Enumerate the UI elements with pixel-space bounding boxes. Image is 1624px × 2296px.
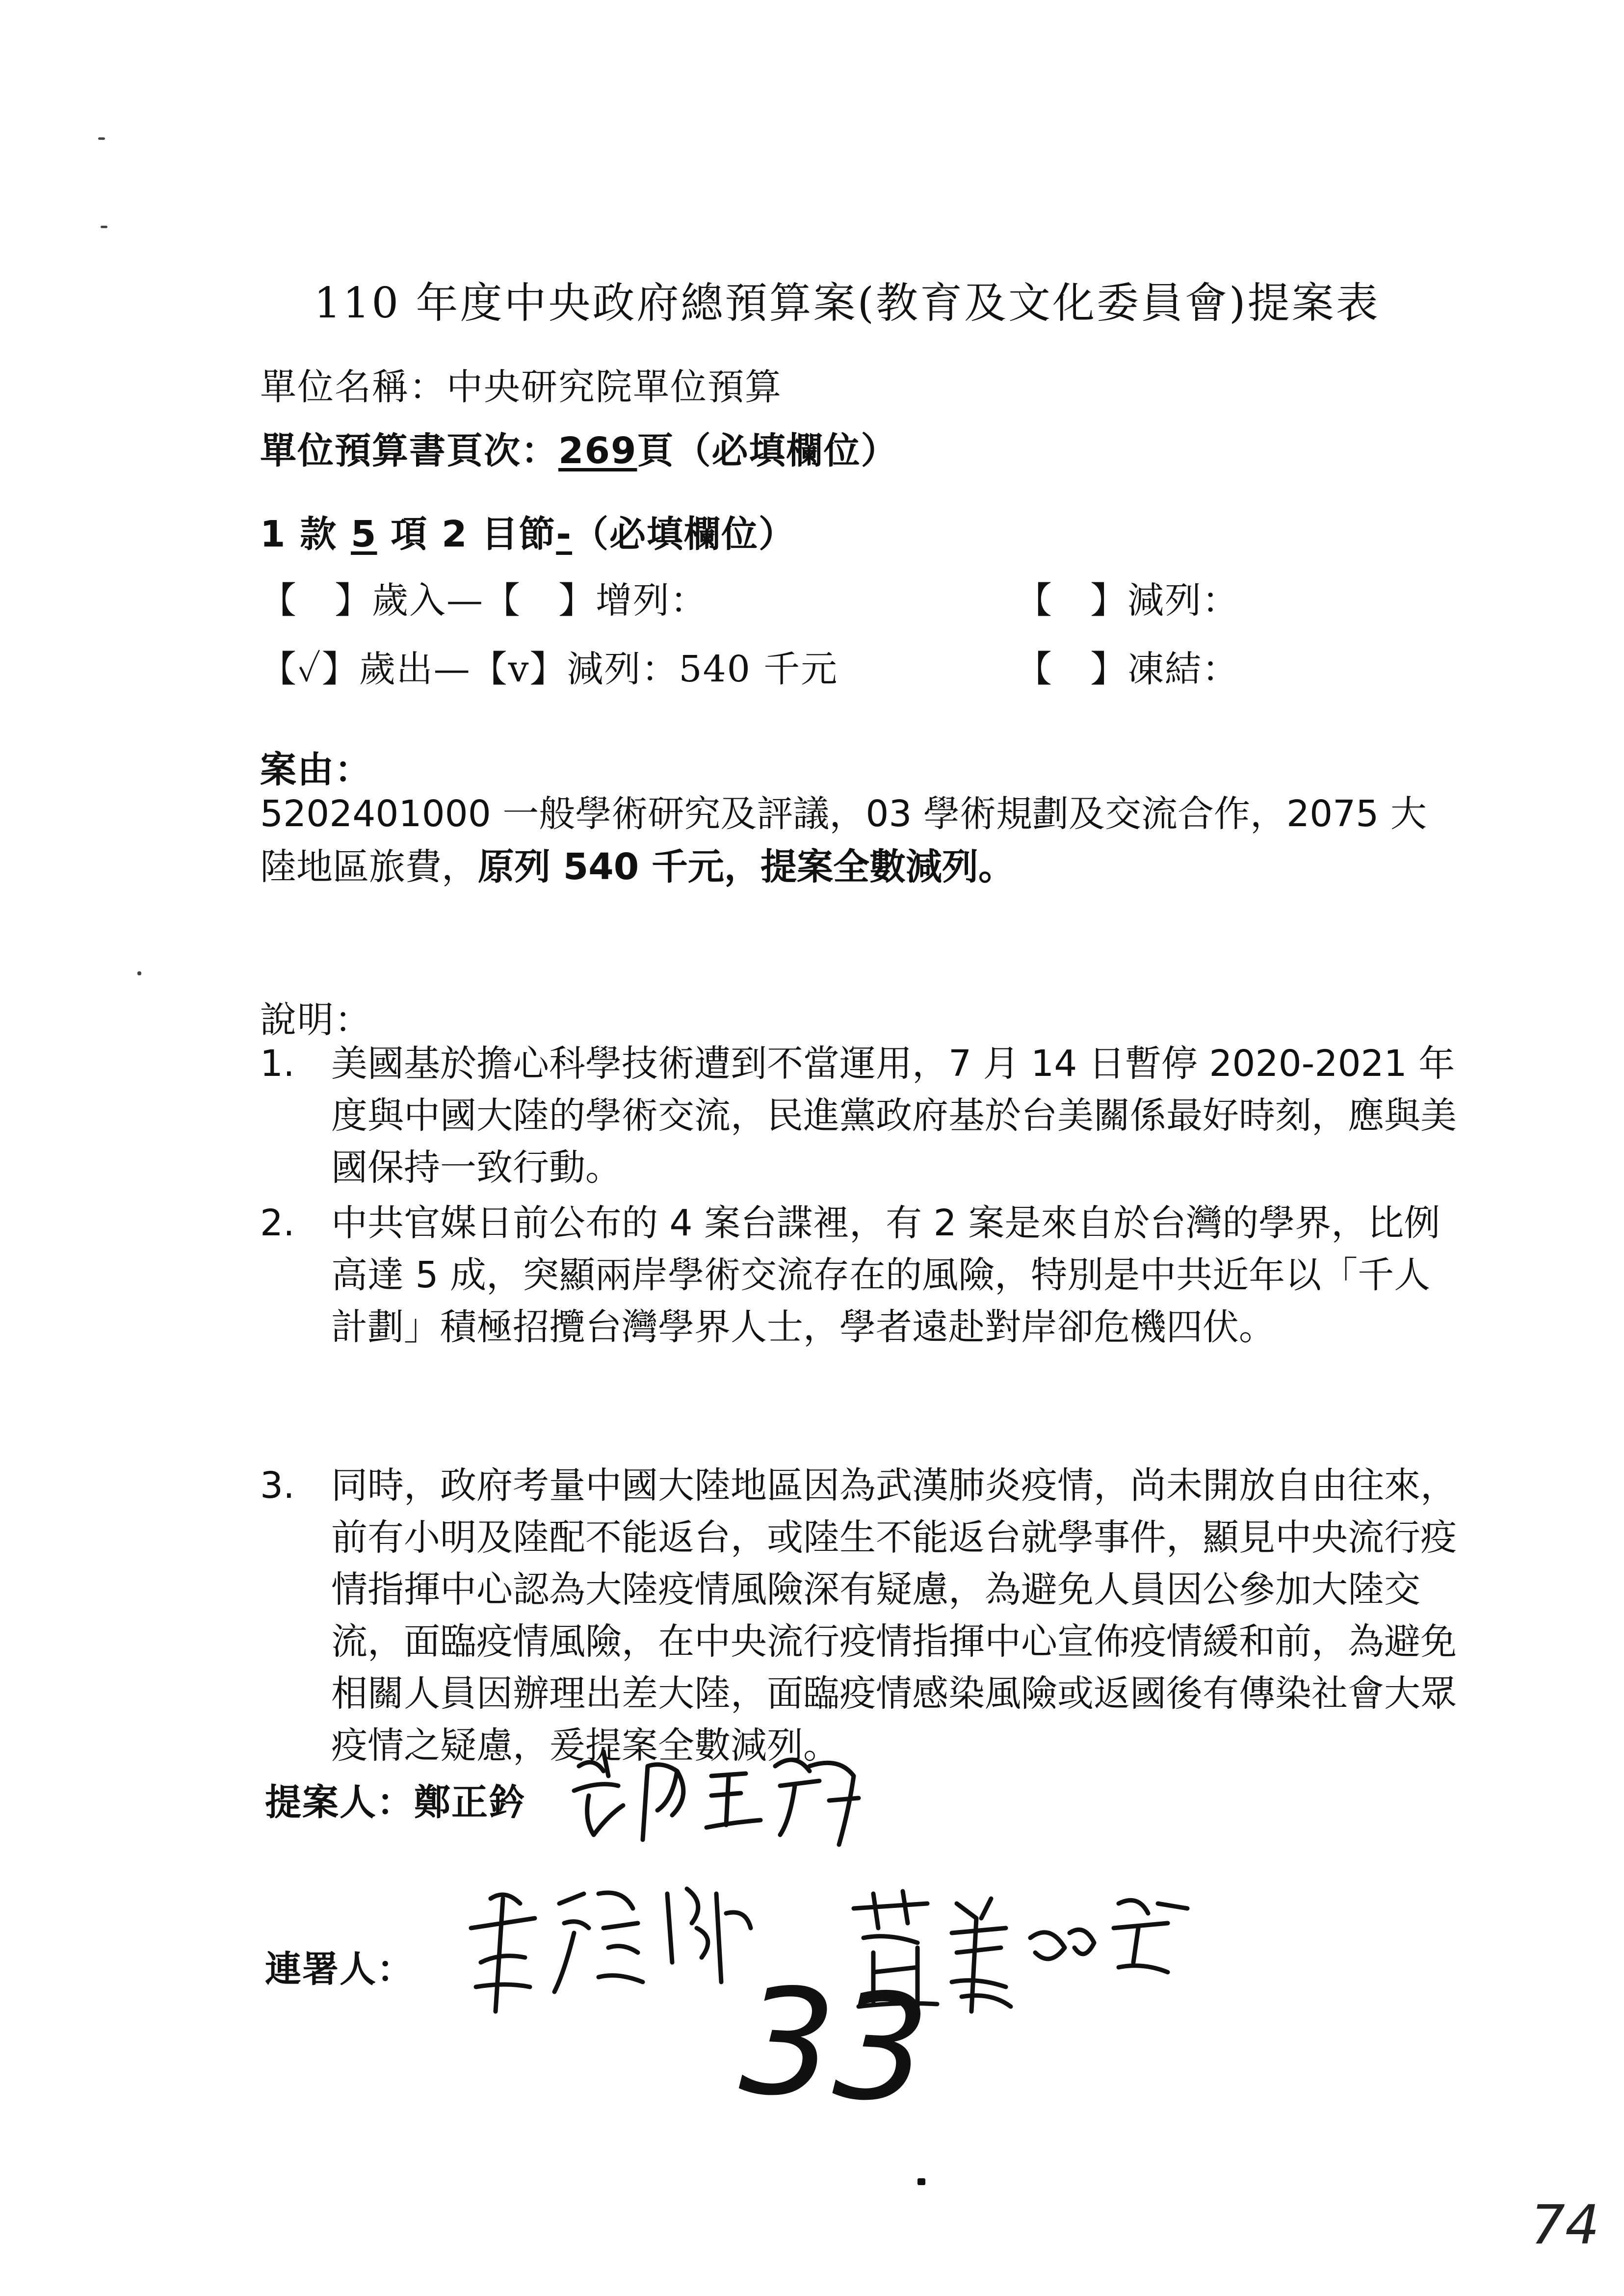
section-xiang: 5	[351, 513, 377, 555]
proposer-label: 提案人：	[265, 1781, 414, 1824]
proposer-row	[265, 1774, 526, 1826]
option-revenue: 【 】歲入—【 】增列：	[260, 579, 707, 622]
budget-page-row	[260, 422, 898, 474]
reason-text	[260, 787, 1447, 893]
scan-speck	[101, 226, 107, 228]
section-mu: 2	[442, 513, 468, 555]
cosigners-label: 連署人：	[265, 1948, 414, 1990]
scan-speck	[137, 971, 141, 975]
unit-name-label: 單位名稱：	[260, 366, 446, 408]
reason-line-2	[260, 840, 1447, 893]
scan-speck	[98, 137, 105, 140]
budget-section-row	[260, 505, 796, 557]
explanation-item-number: 2.	[260, 1202, 295, 1244]
proposer-signature	[564, 1737, 908, 1864]
explanation-item-number: 3.	[260, 1464, 295, 1507]
budget-page-suffix: 頁（必填欄位）	[637, 430, 898, 472]
explanation-item-text: 美國基於擔心科學技術遭到不當運用，7 月 14 日暫停 2020-2021 年度與中國大陸的學術交流，民進黨政府基於台美關係最好時刻，應與美國保持一致行動。	[331, 1043, 1457, 1189]
handwritten-number: 33	[736, 1955, 933, 2136]
reason-line-1: 5202401000 一般學術研究及評議，03 學術規劃及交流合作，2075 大	[260, 793, 1427, 835]
section-kuan-label: 款	[300, 513, 338, 555]
explanation-item-number: 1.	[260, 1043, 295, 1085]
unit-name-value: 中央研究院單位預算	[446, 366, 782, 408]
document-title: 110 年度中央政府總預算案(教育及文化委員會)提案表	[314, 279, 1380, 328]
page-number: 74	[1531, 2193, 1599, 2256]
reason-label: 案由：	[260, 749, 372, 791]
section-kuan: 1	[260, 513, 287, 555]
cosigner-signature	[461, 1864, 765, 2026]
unit-name-row	[260, 358, 782, 410]
explanation-label: 說明：	[260, 999, 372, 1041]
budget-page-number: 269	[558, 430, 637, 472]
section-mu-label: 目節	[481, 513, 556, 555]
explanation-item-text: 中共官媒日前公布的 4 案台諜裡，有 2 案是來自於台灣的學界，比例高達 5 成，突顯兩岸學術交流存在的風險，特別是中共近年以「千人計劃」積極招攬台灣學界人士，學者遠赴對岸卻危機四伏。	[331, 1202, 1441, 1348]
option-freeze: 【 】凍結：	[1016, 648, 1239, 690]
explanation-item	[260, 1197, 1457, 1353]
proposer-name: 鄭正鈐	[414, 1781, 526, 1824]
reason-line-2-bold: 原列 540 千元，提案全數減列。	[478, 846, 1015, 888]
reason-line-2-plain: 陸地區旅費，	[260, 846, 478, 888]
option-expenditure: 【✓】歲出—【v】減列：540 千元	[260, 648, 838, 690]
option-reduce: 【 】減列：	[1016, 579, 1239, 622]
section-jie: -	[556, 513, 573, 555]
section-required: （必填欄位）	[572, 513, 796, 555]
explanation-item	[260, 1460, 1457, 1772]
explanation-item	[260, 1038, 1457, 1194]
scan-speck	[917, 2178, 925, 2185]
budget-page-label: 單位預算書頁次：	[260, 430, 558, 472]
section-xiang-label: 項	[391, 513, 428, 555]
explanation-item-text: 同時，政府考量中國大陸地區因為武漢肺炎疫情，尚未開放自由往來，前有小明及陸配不能返台，或陸生不能返台就學事件，顯見中央流行疫情指揮中心認為大陸疫情風險深有疑慮，為避免人員因公參加大陸交流，面臨疫情風險，在中央流行疫情指揮中心宣佈疫情緩和前，為避免相關人員因辦理出差大陸，面臨疫情感染風險或返國後有傳染社會大眾疫情之疑慮，爰提案全數減列。	[331, 1464, 1457, 1767]
